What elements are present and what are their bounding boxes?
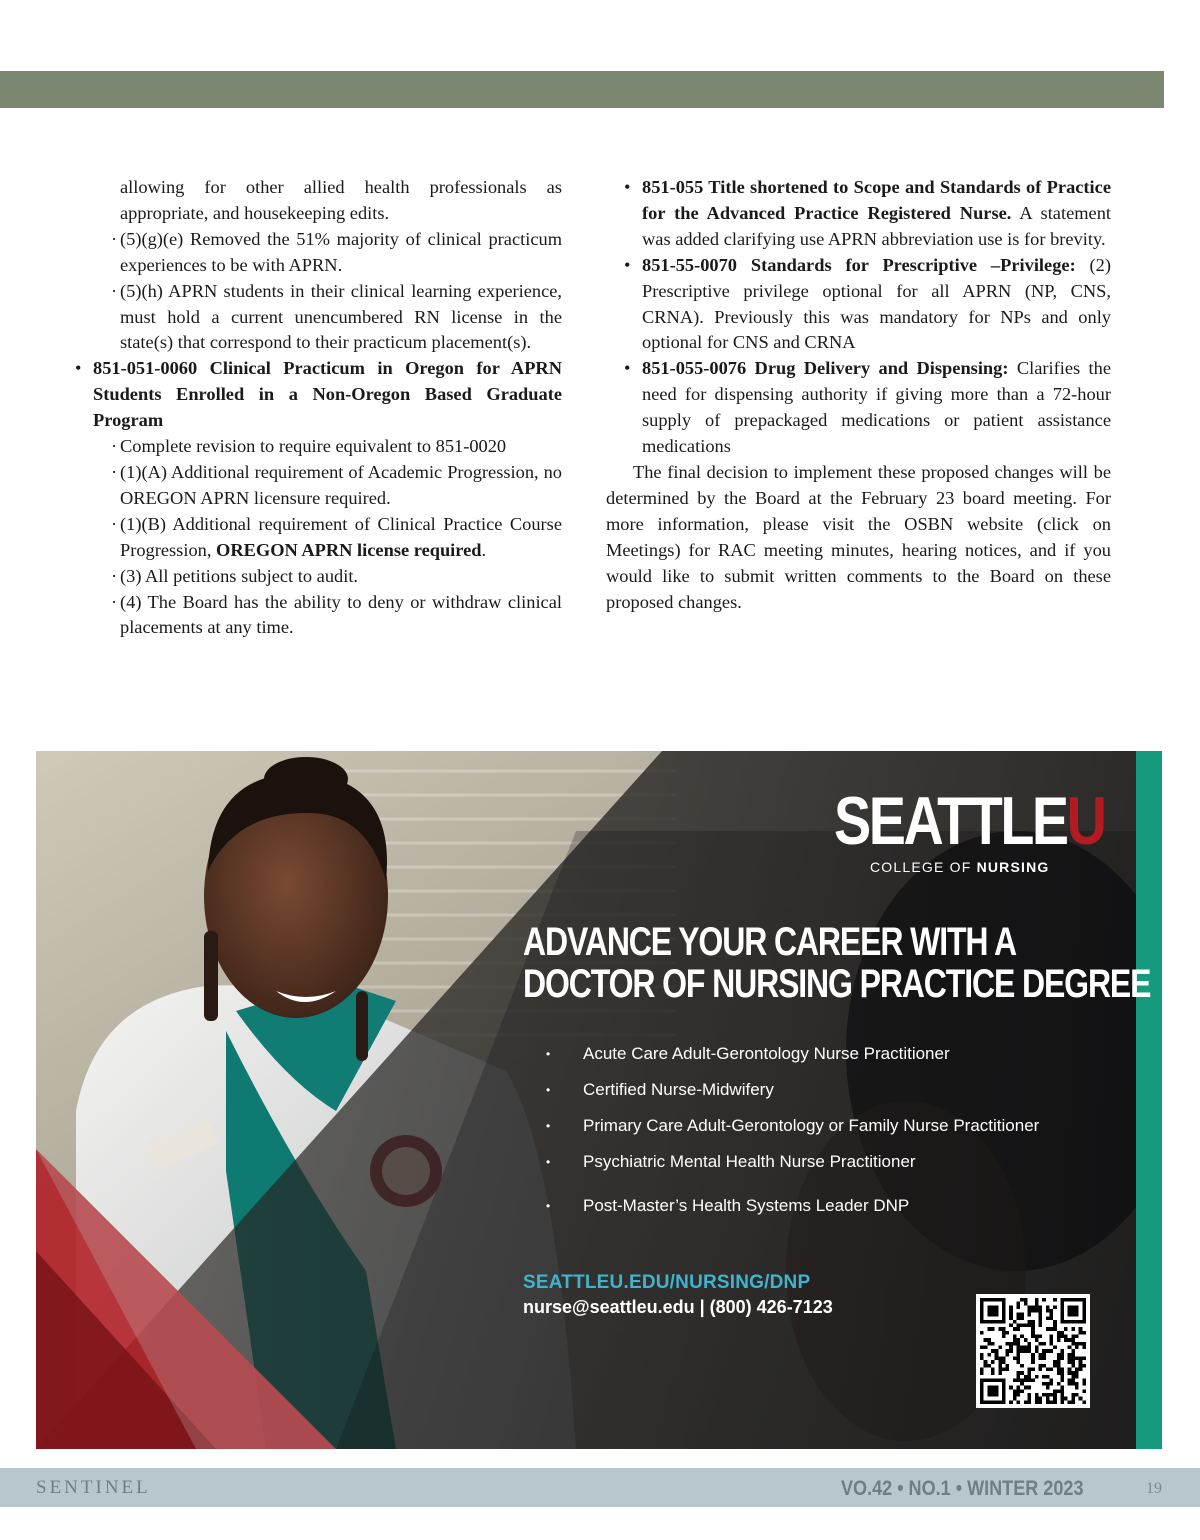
bullet-heading: 851-055 Title shortened to Scope and Standards of Practice for the Advanced Practice Registered Nurse.: [642, 177, 1111, 223]
program-item: • Post-Master’s Health Systems Leader DNP: [544, 1195, 1039, 1231]
item-text: Complete revision to require equivalent to 851-0020: [120, 436, 507, 457]
bullet-icon: •: [624, 358, 631, 379]
bullet-icon: •: [624, 177, 631, 197]
logo-subtitle-prefix: COLLEGE OF: [870, 859, 977, 875]
qr-code[interactable]: [976, 1294, 1090, 1408]
qr-code-pattern: [980, 1298, 1086, 1404]
sub-bullet-icon: ·: [111, 461, 118, 482]
list-item: [75, 512, 562, 564]
ad-headline: [523, 921, 1150, 1005]
sub-bullet-icon: ·: [111, 591, 118, 612]
program-item: • Psychiatric Mental Health Nurse Practitioner: [544, 1151, 1039, 1187]
ad-content: [36, 751, 1151, 1449]
item-text: .: [481, 539, 487, 560]
item-bold-text: OREGON APRN license required: [216, 539, 482, 560]
program-url-link[interactable]: SEATTLEU.EDU/NURSING/DNP: [523, 1272, 811, 1293]
left-column: [75, 175, 562, 641]
item-text: (3) All petitions subject to audit.: [120, 565, 359, 586]
bullet-heading: 851-55-0070 Standards for Prescriptive –Privilege:: [642, 254, 1076, 275]
bullet-item: [606, 356, 1111, 460]
list-item: [75, 590, 562, 642]
list-item: [75, 279, 562, 357]
bullet-icon: •: [624, 254, 631, 275]
item-text: (1)(B) Additional requirement of Clinical Practice Course Progression,: [120, 513, 562, 560]
program-list: [544, 1043, 1039, 1231]
issue-info: VO.42 • NO.1 • WINTER 2023: [841, 1477, 1084, 1500]
logo-u: U: [1066, 783, 1105, 859]
bullet-item: [75, 356, 562, 434]
list-item: [75, 175, 562, 227]
list-item: [75, 460, 562, 512]
sub-bullet-icon: ·: [111, 228, 118, 249]
bullet-item: [606, 253, 1111, 357]
closing-paragraph: The final decision to implement these proposed changes will be determined by the Board at the February 23 board meeting. For more information, please visit the OSBN website (click on Meetings) for RAC meeting minutes, hearing notices, and if you would like to submit written comments to the Board on these proposed changes.: [606, 461, 1111, 612]
page-number: 19: [1146, 1480, 1162, 1497]
seattleu-advertisement: [36, 751, 1162, 1449]
program-item: • Certified Nurse-Midwifery: [544, 1079, 1039, 1115]
teal-stripe: [1136, 751, 1162, 1449]
sub-bullet-icon: ·: [111, 565, 118, 586]
item-text: allowing for other allied health professionals as appropriate, and housekeeping edits.: [120, 177, 562, 223]
program-item: • Acute Care Adult-Gerontology Nurse Practitioner: [544, 1043, 1039, 1079]
bullet-item: [606, 175, 1111, 253]
bullet-heading: 851-055-0076 Drug Delivery and Dispensing:: [642, 358, 1009, 379]
item-text: (4) The Board has the ability to deny or withdraw clinical placements at any time.: [120, 591, 562, 638]
logo-text: SEATTLE: [834, 783, 1067, 859]
logo-subtitle: [870, 859, 1050, 875]
contact-info[interactable]: nurse@seattleu.edu | (800) 426-7123: [523, 1297, 833, 1317]
item-text: (1)(A) Additional requirement of Academic Progression, no OREGON APRN licensure required.: [120, 461, 562, 508]
program-item: • Primary Care Adult-Gerontology or Family Nurse Practitioner: [544, 1115, 1039, 1151]
item-text: (5)(h) APRN students in their clinical learning experience, must hold a current unencumbered RN license in the state(s) that correspond to their practicum placement(s).: [120, 280, 562, 353]
item-text: (2) Prescriptive privilege optional for all APRN (NP, CNS, CRNA). Previously this was mandatory for NPs and only optional for CNS and CRNA: [642, 254, 1111, 353]
bullet-heading: 851-051-0060 Clinical Practicum in Oregon for APRN Students Enrolled in a Non-Oregon Based Graduate Program: [93, 358, 562, 431]
item-text: Clarifies the need for dispensing authority if giving more than a 72-hour supply of prepackaged medications or patient assistance medications: [642, 358, 1111, 457]
sub-bullet-icon: ·: [111, 280, 118, 301]
list-item: [75, 564, 562, 590]
bullet-icon: •: [75, 358, 82, 379]
logo-subtitle-bold: NURSING: [976, 859, 1050, 875]
seattleu-logo: [834, 783, 1105, 859]
sub-bullet-icon: ·: [111, 436, 118, 457]
list-item: [75, 434, 562, 460]
item-text: A statement was added clarifying use APRN abbreviation use is for brevity.: [642, 202, 1112, 249]
sub-bullet-icon: ·: [111, 513, 118, 534]
header-band: [0, 71, 1164, 108]
list-item: [75, 227, 562, 279]
publication-name: SENTINEL: [36, 1477, 151, 1498]
item-text: (5)(g)(e) Removed the 51% majority of clinical practicum experiences to be with APRN.: [120, 228, 562, 275]
headline-line: DOCTOR OF NURSING PRACTICE DEGREE: [523, 962, 1151, 1006]
right-column: [606, 175, 1111, 615]
headline-line: ADVANCE YOUR CAREER WITH A: [523, 920, 1016, 964]
